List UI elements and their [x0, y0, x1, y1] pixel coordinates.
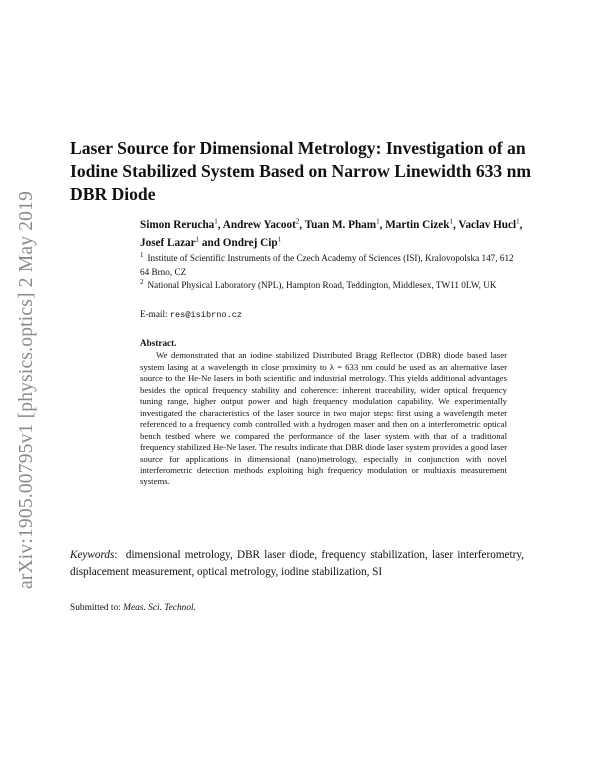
affiliation-number: 1: [140, 250, 144, 259]
affiliation-number: 2: [140, 277, 144, 286]
email-label: E-mail:: [140, 309, 168, 319]
author-affiliation-mark: 1: [376, 217, 380, 226]
author-list: Simon Rerucha$^1$, Andrew Yacoot$^2$, Tuan M. Pham$^1$, Martin Cizek$^1$, Vaclav Hucl$^1$, Josef Lazar$^1$ and Ondrej Cip$^1$: [140, 217, 523, 249]
author-affiliation-mark: 1: [195, 235, 200, 244]
submission-note: [70, 603, 196, 613]
author-name: Ondrej Cip: [222, 237, 278, 249]
affiliation-text: Institute of Scientific Instruments of the Czech Academy of Sciences (ISI), Kralovopolska 147, 612 64 Brno, CZ: [140, 253, 514, 277]
email-address[interactable]: res@isibrno.cz: [169, 310, 243, 320]
affiliation-2: [140, 279, 520, 293]
author-name: Andrew Yacoot: [222, 219, 296, 231]
submitted-label: Submitted to:: [70, 603, 121, 613]
author-name: Simon Rerucha: [140, 219, 215, 231]
keywords-label: Keywords: [70, 549, 115, 561]
arxiv-side-identifier: [12, 190, 42, 590]
journal-name: Meas. Sci. Technol.: [123, 603, 196, 613]
arxiv-id-text: arXiv:1905.00795v1 [physics.optics] 2 May 2019: [16, 190, 37, 590]
keywords: Keywords: dimensional metrology, DBR laser diode, frequency stabilization, laser interferometry, displacement measurement, optical metrology, iodine stabilization, SI: [70, 549, 524, 578]
affiliation-text: National Physical Laboratory (NPL), Hampton Road, Teddington, Middlesex, TW11 0LW, UK: [147, 280, 497, 290]
author-affiliation-mark: 1: [214, 217, 218, 226]
abstract: [140, 338, 507, 488]
abstract-heading: Abstract.: [140, 338, 177, 348]
author-name: Vaclav Hucl: [458, 219, 517, 231]
author-affiliation-mark: 1: [277, 235, 282, 244]
author-name: Josef Lazar: [140, 237, 196, 249]
author-affiliation-mark: 1: [449, 217, 453, 226]
author-name: Tuan M. Pham: [304, 219, 377, 231]
affiliation-1: [140, 252, 520, 279]
author-name: Martin Cizek: [385, 219, 450, 231]
paper-title: Laser Source for Dimensional Metrology: Investigation of an Iodine Stabilized System Based on Narrow Linewidth 633 nm DBR Diode: [70, 138, 532, 204]
abstract-body: We demonstrated that an iodine stabilized Distributed Bragg Reflector (DBR) diode based laser system lasing at a wavelength in close proximity to λ = 633 nm could be used as an alternative laser source to the He-Ne lasers in both scientific and industrial metrology. This yields additional advantages besides the optical frequency stability and coherence: inherent traceability, wider optical frequency tuning range, higher output power and high frequency modulation capability. We experimentally investigated the characteristics of the laser source in two major steps: first using a wavelength meter referenced to a frequency comb controlled with a hydrogen maser and then on a interferometric optical bench testbed where we compared the performance of the laser system with that of a traditional frequency stabilized He-Ne laser. The results indicate that DBR diode laser system provides a good laser source for applications in dimensional (nano)metrology, especially in conjunction with novel interferometric detection methods exploiting high frequency modulation or multiaxis measurement systems.: [140, 350, 507, 487]
author-affiliation-mark: 2: [295, 217, 300, 226]
contact-email: [140, 309, 242, 320]
author-affiliation-mark: 1: [516, 217, 520, 226]
keywords-text: dimensional metrology, DBR laser diode, frequency stabilization, laser interferometry, displacement measurement, optical metrology, iodine stabilization, SI: [70, 549, 524, 578]
